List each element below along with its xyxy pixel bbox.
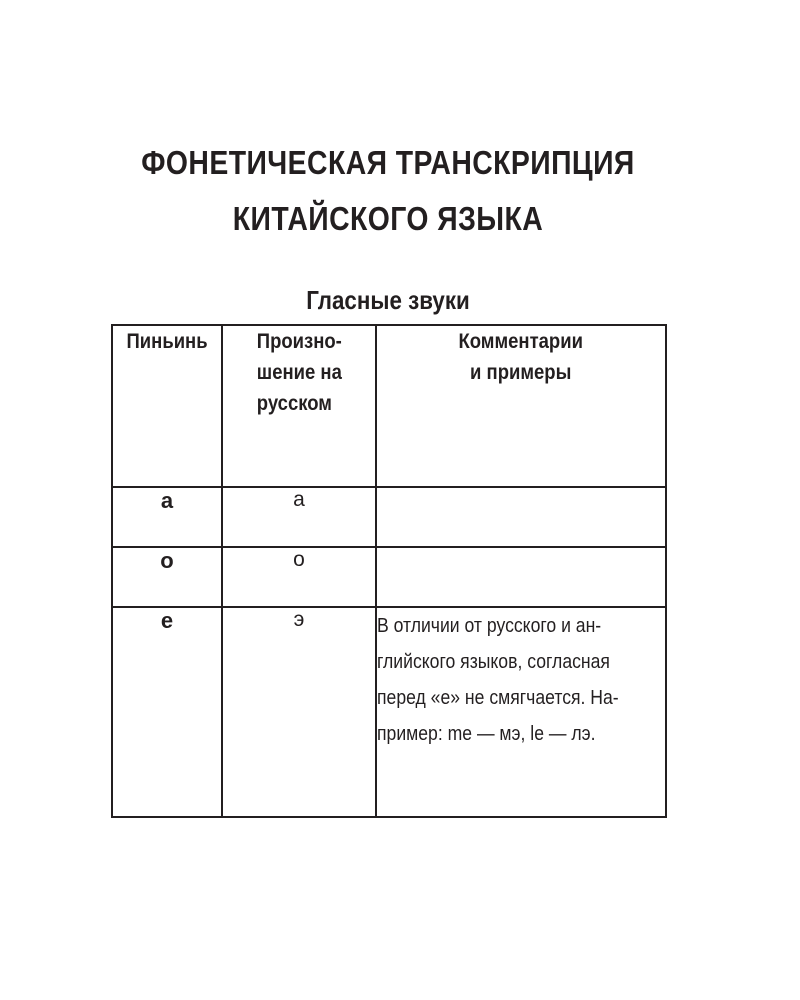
comment-line: В отличии от русского и ан- — [377, 615, 602, 637]
section-title: Гласные звуки — [306, 285, 470, 315]
table-row — [112, 547, 666, 607]
page-title — [54, 135, 721, 247]
table-header-row — [112, 325, 666, 487]
cell-pinyin: a — [112, 487, 222, 547]
comment-line: перед «е» не смягчается. На- — [377, 687, 619, 709]
cell-russian: а — [222, 487, 376, 547]
header-comments-line: Комментарии — [458, 330, 584, 353]
cell-comment — [376, 487, 666, 547]
header-pronunciation-line: Произно- — [256, 330, 342, 353]
cell-comment — [376, 607, 666, 817]
header-pronunciation — [222, 325, 376, 487]
comment-line: пример: me — мэ, le — лэ. — [377, 723, 596, 745]
cell-pinyin: o — [112, 547, 222, 607]
header-pronunciation-line: русском — [256, 392, 332, 415]
header-comments — [376, 325, 666, 487]
table-row — [112, 487, 666, 547]
title-line-1: ФОНЕТИЧЕСКАЯ ТРАНСКРИПЦИЯ — [141, 144, 635, 181]
header-comments-line: и примеры — [470, 361, 572, 384]
cell-russian: о — [222, 547, 376, 607]
comment-line: глийского языков, согласная — [377, 651, 610, 673]
cell-pinyin: e — [112, 607, 222, 817]
header-pinyin: Пиньинь — [112, 325, 222, 487]
header-pronunciation-line: шение на — [256, 361, 342, 384]
title-line-2: КИТАЙСКОГО ЯЗЫКА — [232, 200, 544, 237]
cell-comment — [376, 547, 666, 607]
table-row — [112, 607, 666, 817]
cell-russian: э — [222, 607, 376, 817]
vowels-table — [111, 324, 667, 818]
